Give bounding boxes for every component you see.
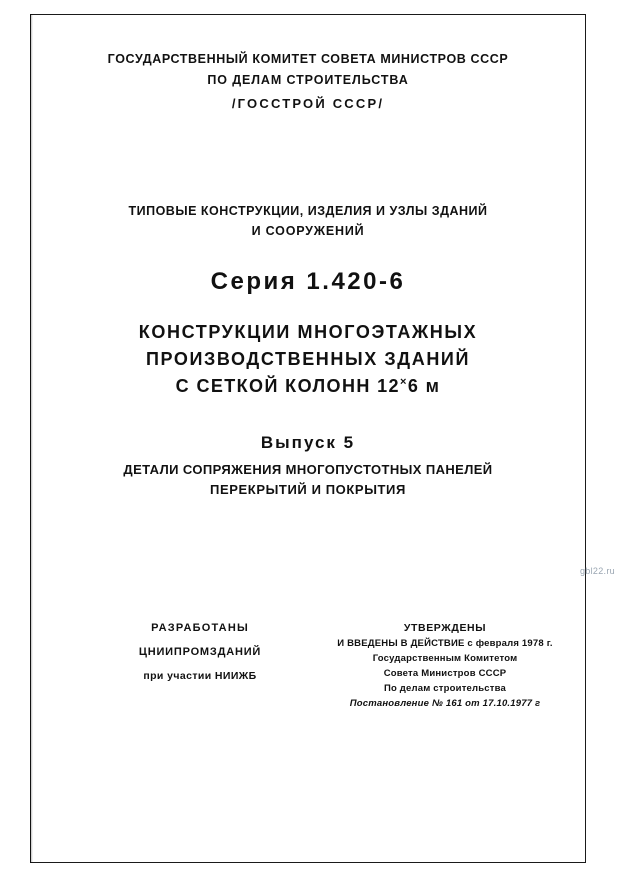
approved-by-resolution: Постановление № 161 от 17.10.1977 г [349, 698, 541, 709]
developed-by-heading: РАЗРАБОТАНЫ [151, 622, 249, 634]
page-content [30, 14, 615, 863]
header-line-3: /ГОССТРОЙ СССР/ [231, 96, 385, 111]
main-title [30, 322, 586, 397]
developed-by-block [90, 622, 310, 682]
watermark-text: gbl22.ru [580, 566, 615, 576]
approved-by-line-2: Государственным Комитетом [372, 653, 518, 664]
subtitle-line-2: И СООРУЖЕНИЙ [251, 224, 365, 238]
main-title-line-1: КОНСТРУКЦИИ МНОГОЭТАЖНЫХ [138, 322, 478, 342]
header-line-1: ГОСУДАРСТВЕННЫЙ КОМИТЕТ СОВЕТА МИНИСТРОВ СССР [107, 52, 509, 66]
issue-number: Выпуск 5 [260, 433, 356, 452]
grid-spacing-prefix: С СЕТКОЙ КОЛОНН 12 [175, 376, 400, 396]
approved-by-line-3: Совета Министров СССР [383, 668, 507, 679]
approved-by-block [320, 622, 570, 709]
document-header [30, 52, 586, 111]
issue-description-line-2: ПЕРЕКРЫТИЙ И ПОКРЫТИЯ [210, 482, 406, 497]
multiplication-sign: × [399, 376, 408, 388]
approved-by-line-1: И ВВЕДЕНЫ В ДЕЙСТВИЕ с февраля 1978 г. [337, 638, 553, 649]
subtitle-line-1: ТИПОВЫЕ КОНСТРУКЦИИ, ИЗДЕЛИЯ И УЗЛЫ ЗДАНИЙ [128, 204, 488, 218]
series-number: Серия 1.420-6 [210, 268, 406, 295]
approved-by-heading: УТВЕРЖДЕНЫ [403, 622, 487, 634]
developed-by-participation: при участии НИИЖБ [143, 670, 257, 682]
developed-by-organization: ЦНИИПРОМЗДАНИЙ [138, 646, 262, 658]
title-block [30, 204, 586, 497]
header-line-2: ПО ДЕЛАМ СТРОИТЕЛЬСТВА [207, 73, 409, 87]
main-title-line-2: ПРОИЗВОДСТВЕННЫХ ЗДАНИЙ [145, 349, 470, 369]
grid-spacing-suffix: 6 м [407, 376, 441, 396]
approved-by-line-4: По делам строительства [383, 683, 507, 694]
main-title-line-3 [30, 376, 586, 397]
issue-description-line-1: ДЕТАЛИ СОПРЯЖЕНИЯ МНОГОПУСТОТНЫХ ПАНЕЛЕЙ [123, 462, 493, 477]
